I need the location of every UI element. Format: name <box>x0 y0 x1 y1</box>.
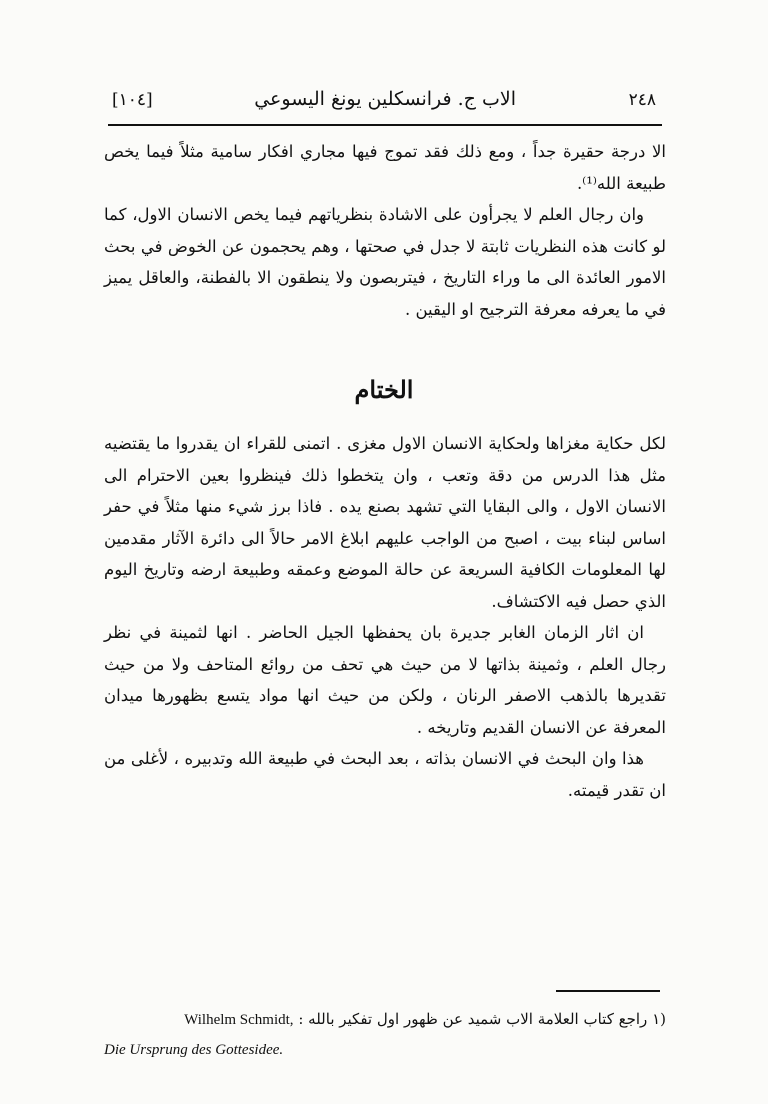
running-title: الاب ج. فرانسكلين يونغ اليسوعي <box>254 88 516 110</box>
original-page-number: [١٠٤] <box>112 90 153 110</box>
footnote <box>104 1004 666 1065</box>
footnote-marker: (١ <box>652 1010 666 1028</box>
section-paragraph-3: هذا وان البحث في الانسان بذاته ، بعد البحث في طبيعة الله وتدبيره ، لأغلى من ان تقدر قيمته. <box>104 749 666 800</box>
section-paragraph-2: ان اثار الزمان الغابر جديرة بان يحفظها الجيل الحاضر . انها لثمينة في نظر رجال العلم ، وثمينة بذاتها لا من حيث هي تحف من روائع المتاحف ولا من حيث تقديرها بالذهب الاصفر الرنان ، ولكن من حيث انها مواد يتسع بظهورها ميدان المعرفة عن الانسان القديم وتاريخه . <box>104 623 666 737</box>
footnote-author: Wilhelm Schmidt, <box>184 1012 294 1028</box>
running-header <box>108 88 656 118</box>
intro-text <box>104 136 666 325</box>
header-rule <box>108 124 662 126</box>
section-title: الختام <box>354 375 414 404</box>
section-body <box>104 428 666 806</box>
page-number: ٢٤٨ <box>628 90 656 110</box>
intro-paragraph-2: وان رجال العلم لا يجرأون على الاشادة بنظرياتهم فيما يخص الانسان الاول، كما لو كانت هذه النظريات ثابتة لا جدل في صحتها ، وهم يحجمون عن الخوض في بحث الامور العائدة الى ما وراء التاريخ ، فيتربصون ولا ينطقون الا بالفطنة، والعاقل يميز في ما يعرفه معرفة الترجيح او اليقين . <box>104 205 666 319</box>
section-paragraph-1: لكل حكاية مغزاها ولحكاية الانسان الاول مغزى . اتمنى للقراء ان يقدروا ما يقتضيه مثل هذا الدرس من دقة وتعب ، وان يتخطوا ذلك فينظروا بعين الاحترام الى الانسان الاول ، والى البقايا التي تشهد بصنع يده . فاذا برز شيء منها مثلاً في حفر اساس لبناء بيت ، اصبح من الواجب عليهم ابلاغ الامر حالاً الى دائرة الآثار مقدمين لها المعلومات الكافية السريعة عن حالة الموضع وعمقه وطبيعة ارضه وتاريخ اليوم الذي حصل فيه الاكتشاف. <box>104 434 666 611</box>
intro-paragraph-1: الا درجة حقيرة جداً ، ومع ذلك فقد تموج فيها مجاري افكار سامية مثلاً فيما يخص طبيعة الله⁽¹⁾. <box>104 142 666 193</box>
footnote-line-1 <box>104 1004 666 1035</box>
footnote-work-title: Die Ursprung des Gottesidee. <box>104 1042 284 1058</box>
footnote-arabic-text: راجع كتاب العلامة الاب شميد عن ظهور اول تفكير بالله : <box>298 1010 648 1028</box>
footnote-rule <box>556 990 660 992</box>
